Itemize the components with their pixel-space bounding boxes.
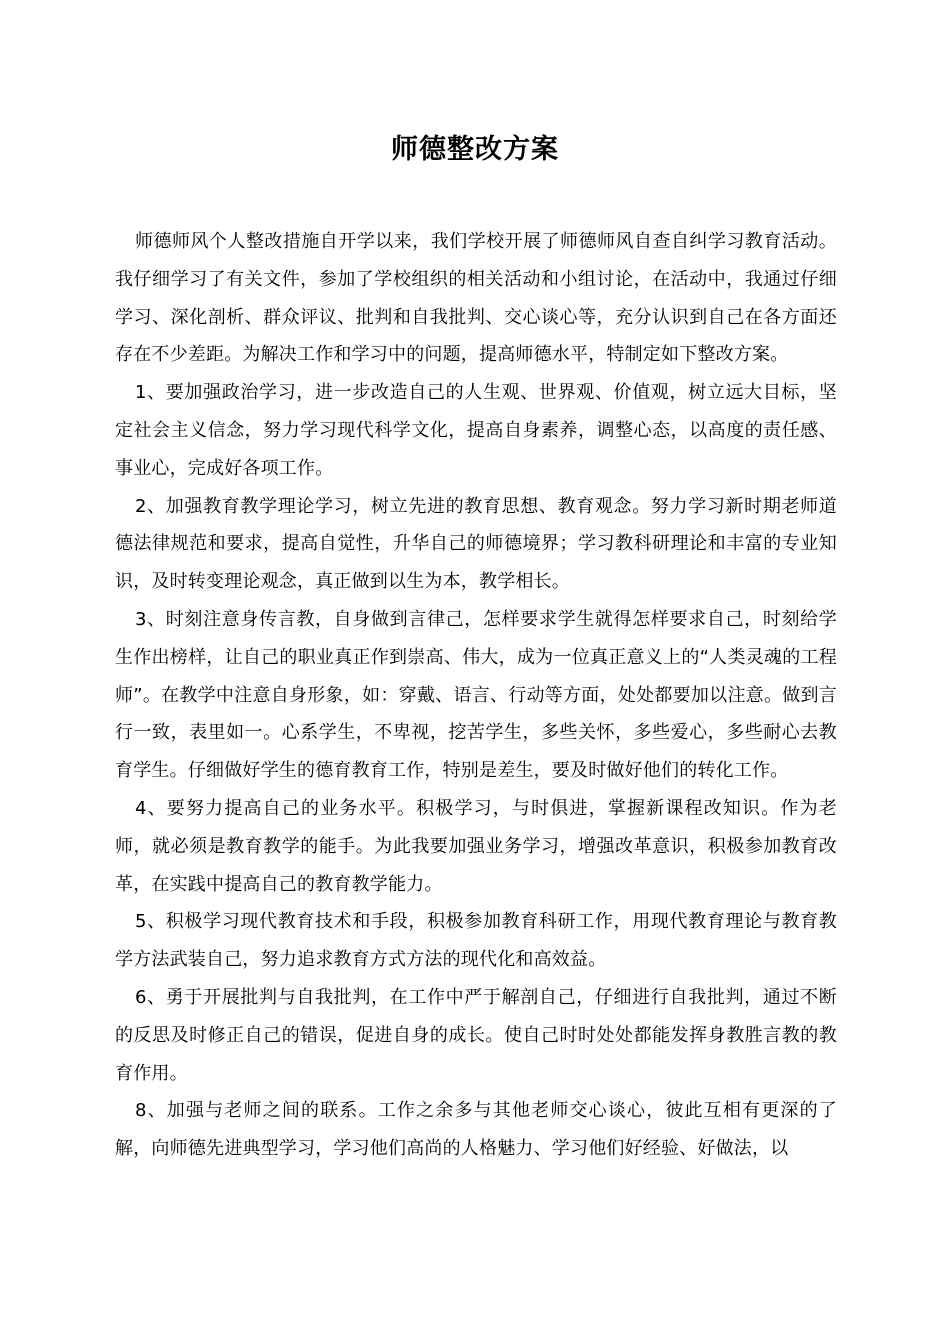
paragraph-intro: 师德师风个人整改措施自开学以来，我们学校开展了师德师风自查自纠学习教育活动。我仔细学习了有关文件，参加了学校组织的相关活动和小组讨论，在活动中，我通过仔细学习、深化剖析、群众评议、批判和自我批判、交心谈心等，充分认识到自己在各方面还存在不少差距。为解决工作和学习中的问题，提高师德水平，特制定如下整改方案。 (115, 231, 837, 366)
paragraph-item-8: 8、加强与老师之间的联系。工作之余多与其他老师交心谈心，彼此互相有更深的了解，向师德先进典型学习，学习他们高尚的人格魅力、学习他们好经验、好做法，以 (115, 1100, 837, 1160)
paragraph-item-1: 1、要加强政治学习，进一步改造自己的人生观、世界观、价值观，树立远大目标，坚定社会主义信念，努力学习现代科学文化，提高自身素养，调整心态，以高度的责任感、事业心，完成好各项工作。 (115, 382, 837, 479)
document-body (115, 223, 837, 1168)
paragraph-item-5: 5、积极学习现代教育技术和手段，积极参加教育科研工作，用现代教育理论与教育教学方法武装自己，努力追求教育方式方法的现代化和高效益。 (115, 911, 837, 971)
paragraph-item-4: 4、要努力提高自己的业务水平。积极学习，与时俱进，掌握新课程改知识。作为老师，就必须是教育教学的能手。为此我要加强业务学习，增强改革意识，积极参加教育改革，在实践中提高自己的教育教学能力。 (115, 797, 837, 895)
document-title: 师德整改方案 (391, 134, 559, 165)
paragraph-item-3: 3、时刻注意身传言教，自身做到言律己，怎样要求学生就得怎样要求自己，时刻给学生作出榜样，让自己的职业真正作到崇高、伟大，成为一位真正意义上的“人类灵魂的工程师”。在教学中注意自身形象，如：穿戴、语言、行动等方面，处处都要加以注意。做到言行一致，表里如一。心系学生，不卑视，挖苦学生，多些关怀，多些爱心，多些耐心去教育学生。仔细做好学生的德育教育工作，特别是差生，要及时做好他们的转化工作。 (115, 608, 837, 782)
paragraph-item-2: 2、加强教育教学理论学习，树立先进的教育思想、教育观念。努力学习新时期老师道德法律规范和要求，提高自觉性，升华自己的师德境界；学习教科研理论和丰富的专业知识，及时转变理论观念，真正做到以生为本，教学相长。 (115, 495, 837, 593)
paragraph-item-6: 6、勇于开展批判与自我批判，在工作中严于解剖自己，仔细进行自我批判，通过不断的反思及时修正自己的错误，促进自身的成长。使自己时时处处都能发挥身教胜言教的教育作用。 (115, 986, 837, 1084)
